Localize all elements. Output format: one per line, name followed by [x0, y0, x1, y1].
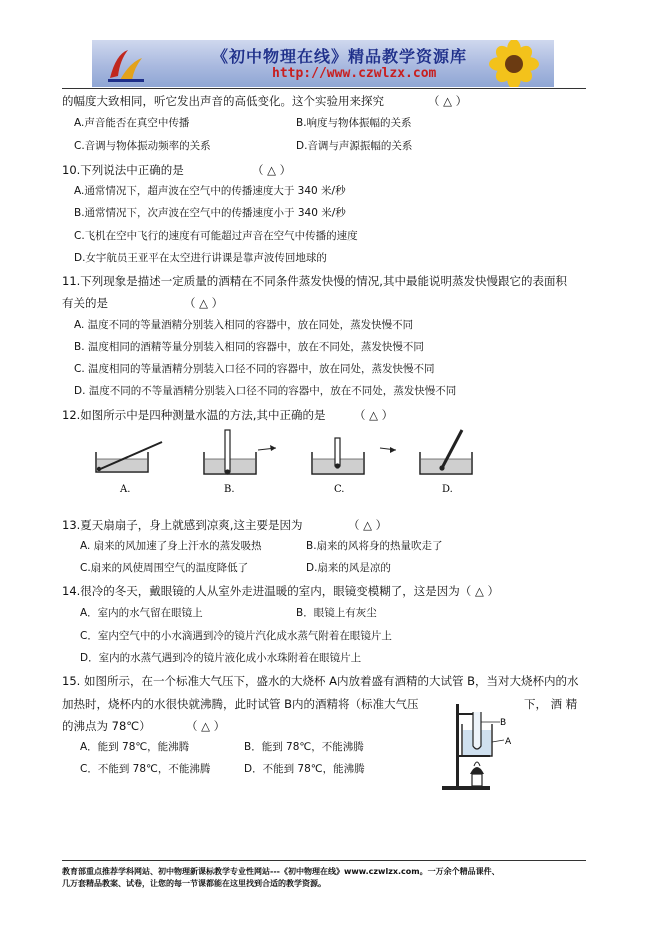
q15-stem-line2-tail: 下， 酒 精 — [524, 697, 578, 711]
q9-stem-continuation: 的幅度大致相同，听它发出声音的高低变化。这个实验用来探究 — [62, 94, 384, 108]
q13-option-a: A. 扇来的风加速了身上汗水的蒸发吸热 — [80, 540, 262, 552]
figure-d-beaker — [420, 430, 472, 474]
figure-label-c: C. — [334, 484, 345, 495]
q14-stem: 14.很冷的冬天，戴眼镜的人从室外走进温暖的室内，眼镜变模糊了，这是因为（ △ ） — [62, 584, 499, 598]
q15-option-d: D．不能到 78℃，能沸腾 — [244, 763, 365, 775]
q15-option-a: A．能到 78℃，能沸腾 — [80, 741, 190, 753]
q14-option-a: A．室内的水气留在眼镜上 — [80, 607, 203, 619]
q9-option-d: D.音调与声源振幅的关系 — [296, 140, 413, 152]
q15-option-b: B．能到 78℃，不能沸腾 — [244, 741, 364, 753]
q11-option-c: C. 温度相同的等量酒精分别装入口径不同的容器中，放在同处，蒸发快慢不同 — [74, 363, 435, 375]
q15-answer-mark: （ △ ） — [186, 719, 226, 733]
q13-option-b: B.扇来的风将身的热量吹走了 — [306, 540, 443, 552]
q10-option-a: A.通常情况下，超声波在空气中的传播速度大于 340 米/秒 — [74, 185, 346, 197]
q9-option-a: A.声音能否在真空中传播 — [74, 117, 190, 129]
q12-answer-mark: （ △ ） — [354, 408, 394, 422]
q11-option-d: D. 温度不同的不等量酒精分别装入口径不同的容器中，放在不同处，蒸发快慢不同 — [74, 385, 457, 397]
q9-answer-mark: （ △ ） — [428, 94, 468, 108]
q10-option-c: C.飞机在空中飞行的速度有可能超过声音在空气中传播的速度 — [74, 230, 358, 242]
q12-thermometer-figure — [90, 428, 500, 500]
q14-option-b: B．眼镜上有灰尘 — [296, 607, 377, 619]
q15-stem-line3: 的沸点为 78℃） — [62, 719, 151, 733]
q14-option-c: C．室内空气中的小水滴遇到冷的镜片汽化成水蒸气附着在眼镜片上 — [80, 630, 392, 642]
q13-answer-mark: （ △ ） — [348, 518, 388, 532]
label-beaker-a: A — [505, 737, 512, 747]
banner-url[interactable]: http://www.czwlzx.com — [272, 66, 437, 81]
q9-option-c: C.音调与物体振动频率的关系 — [74, 140, 211, 152]
q10-option-d: D.女宇航员王亚平在太空进行讲课是靠声波传回地球的 — [74, 252, 327, 264]
q13-option-d: D.扇来的风是凉的 — [306, 562, 391, 574]
q15-stem-line1: 15. 如图所示，在一个标准大气压下，盛水的大烧杯 A内放着盛有酒精的大试管 B，当对大烧杯内的水 — [62, 674, 579, 688]
q15-option-c: C．不能到 78℃，不能沸腾 — [80, 763, 211, 775]
q11-stem-line2: 有关的是 — [62, 296, 108, 310]
label-test-tube-b: B — [500, 718, 507, 728]
q15-apparatus-figure — [440, 700, 520, 792]
header-banner — [92, 40, 554, 87]
figure-a-beaker — [96, 442, 162, 472]
q11-answer-mark: （ △ ） — [184, 296, 224, 310]
q10-answer-mark: （ △ ） — [252, 163, 292, 177]
footer-line2: 几万套精品教案、试卷，让您的每一节课都能在这里找到合适的教学资源。 — [62, 879, 326, 888]
q11-option-a: A. 温度不同的等量酒精分别装入相同的容器中，放在同处，蒸发快慢不同 — [74, 319, 414, 331]
figure-c-beaker — [312, 438, 396, 474]
q9-option-b: B.响度与物体振幅的关系 — [296, 117, 412, 129]
q10-option-b: B.通常情况下，次声波在空气中的传播速度小于 340 米/秒 — [74, 207, 346, 219]
logo-icon — [106, 46, 146, 84]
q10-stem: 10.下列说法中正确的是 — [62, 163, 184, 177]
q14-option-d: D．室内的水蒸气遇到冷的镜片液化成小水珠附着在眼镜片上 — [80, 652, 362, 664]
header-rule — [62, 88, 586, 89]
banner-title: 《初中物理在线》精品教学资源库 — [212, 47, 468, 66]
q11-stem-line1: 11.下列现象是描述一定质量的酒精在不同条件蒸发快慢的情况,其中最能说明蒸发快慢跟它的表面积 — [62, 274, 567, 288]
figure-label-a: A. — [120, 484, 131, 495]
figure-label-d: D. — [442, 484, 453, 495]
footer-rule — [62, 860, 586, 861]
figure-label-b: B. — [224, 484, 235, 495]
q15-stem-line2: 加热时，烧杯内的水很快就沸腾，此时试管 B内的酒精将（标准大气压 — [62, 697, 419, 711]
figure-b-beaker — [204, 430, 276, 475]
q13-option-c: C.扇来的风使周围空气的温度降低了 — [80, 562, 249, 574]
sunflower-icon — [480, 40, 548, 87]
q12-stem: 12.如图所示中是四种测量水温的方法,其中正确的是 — [62, 408, 326, 422]
q11-option-b: B. 温度相同的酒精等量分别装入相同的容器中，放在不同处，蒸发快慢不同 — [74, 341, 424, 353]
q13-stem: 13.夏天扇扇子，身上就感到凉爽,这主要是因为 — [62, 518, 303, 532]
footer-line1: 教育部重点推荐学科网站、初中物理新课标教学专业性网站---《初中物理在线》www.czwlzx.com。一万余个精品课件、 — [62, 867, 500, 876]
